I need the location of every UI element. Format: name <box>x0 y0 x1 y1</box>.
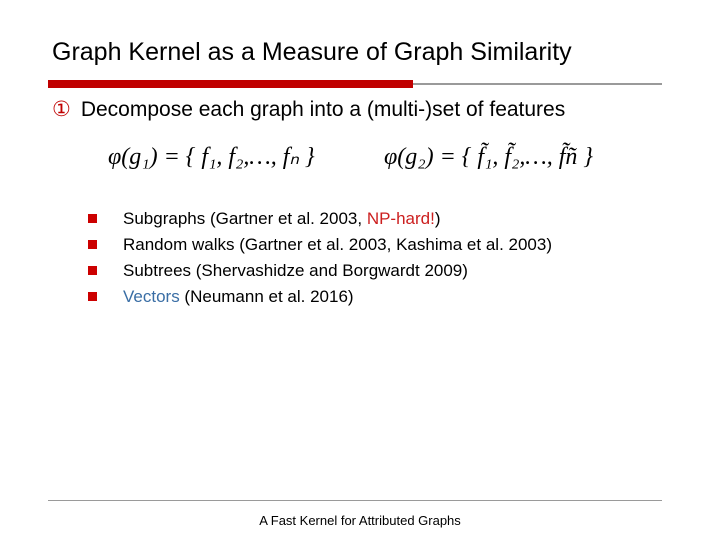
formula-left <box>108 136 348 176</box>
title-underline <box>48 80 662 88</box>
title-underline-rule <box>413 83 662 85</box>
title-underline-accent <box>48 80 413 88</box>
bullet-pre: Subtrees (Shervashidze and Borgwardt 2009) <box>123 261 468 280</box>
bullet-text <box>123 258 468 284</box>
formula-left-text: φ(g₁) = { f₁, f₂,…, fₙ } <box>108 144 315 170</box>
footer-text: A Fast Kernel for Attributed Graphs <box>259 513 461 528</box>
bullet-highlight: NP-hard! <box>366 209 435 228</box>
footer-rule <box>48 500 662 501</box>
bullet-post: ) <box>434 209 441 228</box>
step-text: Decompose each graph into a (multi-)set of features <box>80 98 566 121</box>
step-heading <box>52 97 565 122</box>
bullet-square-icon <box>88 266 97 275</box>
bullet-square-icon <box>88 240 97 249</box>
bullet-text <box>123 284 354 310</box>
bullet-pre: Random walks (Gartner et al. 2003, Kashima et al. 2003) <box>123 235 552 254</box>
bullet-post: (Neumann et al. 2016) <box>179 287 354 306</box>
bullet-text <box>123 206 441 232</box>
bullet-square-icon <box>88 214 97 223</box>
bullet-square-icon <box>88 292 97 301</box>
slide-title: Graph Kernel as a Measure of Graph Similarity <box>52 38 572 66</box>
bullet-highlight: Vectors <box>123 287 180 306</box>
bullet-pre: Subgraphs (Gartner et al. 2003, <box>123 209 367 228</box>
bullet-text <box>123 232 552 258</box>
formula-right-text: φ(g₂) = { f̃₁, f̃₂,…, f̃ñ } <box>384 144 594 170</box>
step-number: ① <box>52 98 71 121</box>
formula-right <box>384 136 624 176</box>
